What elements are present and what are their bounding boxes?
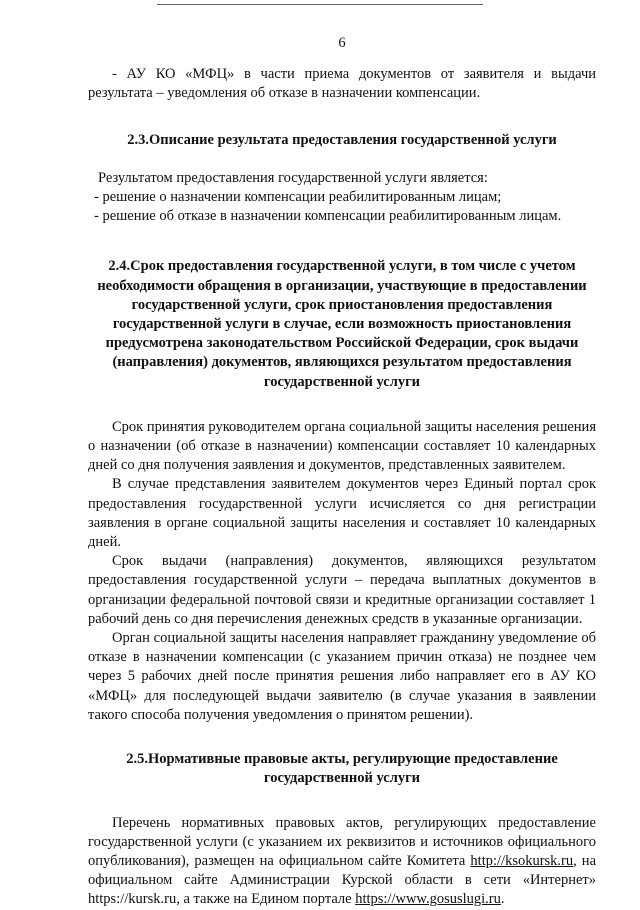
document-page [88, 34, 596, 910]
section-2-4-paragraph: Орган социальной защиты населения направляет гражданину уведомление об отказе в назначении компенсации (с указанием причин отказа) не позднее чем через 5 рабочих дней после принятия решения либо направляет его в АУ КО «МФЦ» для последующей выдачи заявителю (в случае указания в заявлении такого способа получения уведомления о принятом решении). [88, 630, 596, 723]
section-2-4-paragraph: В случае представления заявителем документов через Единый портал срок предоставления государственной услуги исчисляется со дня регистрации заявления в органе социальной защиты населения и составляет 10 календарных дней. [88, 476, 596, 551]
section-2-5-text: . [500, 891, 505, 908]
section-2-5-text: Перечень нормативных правовых актов, регулирующих предоставление государственной услуги (с указанием их реквизитов и источников официального опубликования), размещен на официальном сайте Комитета [88, 814, 596, 869]
section-2-3-heading: 2.3.Описание результата предоставления государственной услуги [127, 131, 557, 148]
section-2-4-heading: 2.4.Срок предоставления государственной услуги, в том числе с учетом необходимости обращения в организации, участвующие в предоставлении государственной услуги, срок приостановления предоставления государственной услуги в случае, если возможность приостановления предусмотрена законодательством Российской Федерации, срок выдачи (направления) документов, являющихся результатом предоставления государственной услуги [97, 258, 587, 390]
list-item: - решение о назначении компенсации реабилитированным лицам; [94, 189, 502, 206]
gosuslugi-link[interactable]: https://www.gosuslugi.ru [355, 891, 501, 908]
top-border-line [157, 4, 483, 5]
list-item: - решение об отказе в назначении компенсации реабилитированным лицам. [94, 208, 562, 225]
page-number: 6 [338, 35, 346, 51]
section-2-3-lead: Результатом предоставления государственной услуги является: [98, 169, 488, 186]
intro-paragraph: - АУ КО «МФЦ» в части приема документов от заявителя и выдачи результата – уведомления об отказе в назначении компенсации. [88, 66, 596, 102]
committee-site-link[interactable]: http://ksokursk.ru [470, 852, 574, 869]
section-2-3-list [88, 169, 596, 227]
section-2-5-paragraph [88, 814, 596, 910]
section-2-5-heading: 2.5.Нормативные правовые акты, регулирующие предоставление государственной услуги [126, 751, 558, 787]
section-2-5-text: , на официальном сайте Администрации Курской области в сети «Интернет» https://kursk.ru, а также на Едином портале [88, 852, 597, 908]
section-2-4-paragraph: Срок выдачи (направления) документов, являющихся результатом предоставления государственной услуги – передача выплатных документов в организации федеральной почтовой связи и кредитные организации составляет 1 рабочий день со дня перечисления денежных средств в указанные организации. [88, 553, 596, 627]
section-2-4-paragraph: Срок принятия руководителем органа социальной защиты населения решения о назначении (об отказе в назначении) компенсации составляет 10 календарных дней со дня получения заявления и документов, представленных заявителем. [88, 418, 596, 474]
